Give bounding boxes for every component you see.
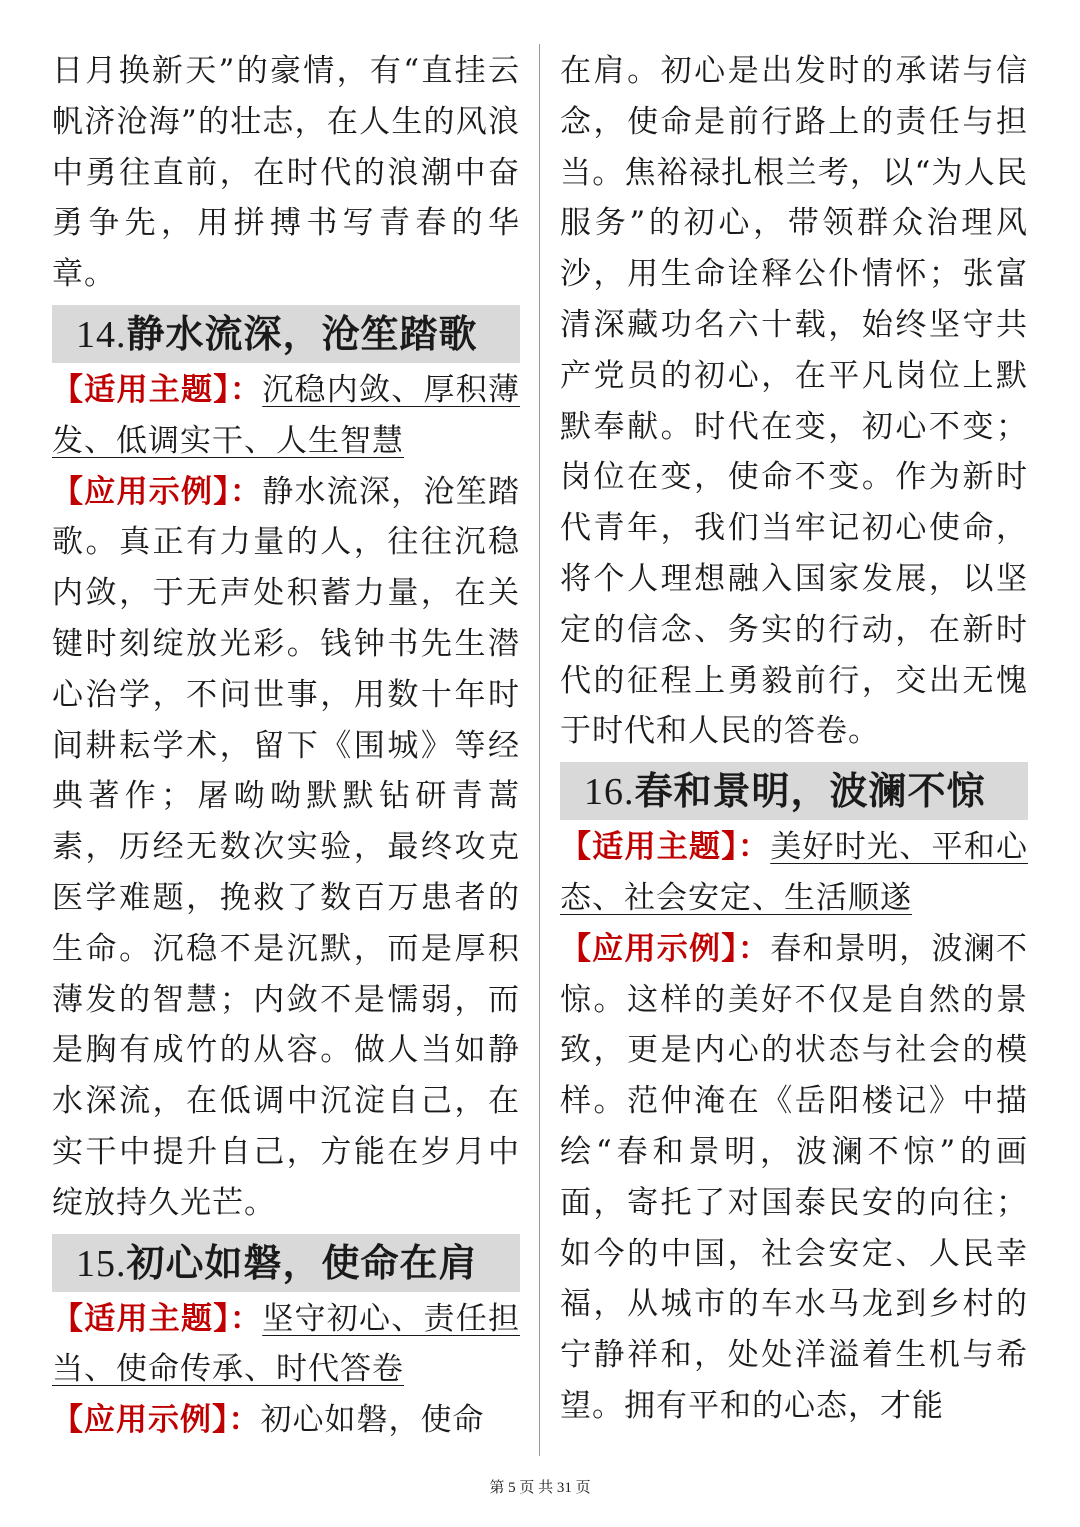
theme-keywords: 坚守初心、责任担当、使命传承、时代答卷 [52, 1300, 520, 1388]
theme-label: 【适用主题】： [52, 1300, 263, 1337]
section-14-number: 14. [76, 313, 127, 356]
section-15-continuation: 在肩。初心是出发时的承诺与信念，使命是前行路上的责任与担当。焦裕禄扎根兰考，以“为人民服务”的初心，带领群众治理风沙，用生命诠释公仆情怀；张富清深藏功名六十载，始终坚守共产党员的初心，在平凡岗位上默默奉献。时代在变，初心不变；岗位在变，使命不变。作为新时代青年，我们当牢记初心使命，将个人理想融入国家发展，以坚定的信念、务实的行动，在新时代的征程上勇毅前行，交出无愧于时代和人民的答卷。 [560, 53, 1028, 750]
section-14-theme [52, 365, 520, 467]
example-label: 【应用示例】： [560, 930, 771, 967]
example-label: 【应用示例】： [52, 473, 263, 510]
example-text: 春和景明，波澜不惊。这样的美好不仅是自然的景致，更是内心的状态与社会的模样。范仲淹在《岳阳楼记》中描绘“春和景明，波澜不惊”的画面，寄托了对国泰民安的向往；如今的中国，社会安定、人民幸福，从城市的车水马龙到乡村的宁静祥和，处处洋溢着生机与希望。拥有平和的心态，才能 [560, 930, 1028, 1424]
section-15-title: 初心如磐，使命在肩 [126, 1239, 478, 1285]
section-15-heading [52, 1234, 520, 1292]
example-label: 【应用示例】： [52, 1402, 261, 1439]
page-footer: 第 5 页 共 31 页 [489, 1480, 591, 1496]
section-16-theme [560, 822, 1028, 924]
theme-label: 【适用主题】： [52, 371, 263, 408]
example-text: 静水流深，沧笙踏歌。真正有力量的人，往往沉稳内敛，于无声处积蓄力量，在关键时刻绽放光彩。钱钟书先生潜心治学，不问世事，用数十年时间耕耘学术，留下《围城》等经典著作；屠呦呦默默钻研青蒿素，历经无数次实验，最终攻克医学难题，挽救了数百万患者的生命。沉稳不是沉默，而是厚积薄发的智慧；内敛不是懦弱，而是胸有成竹的从容。做人当如静水深流，在低调中沉淀自己，在实干中提升自己，方能在岁月中绽放持久光芒。 [52, 473, 520, 1221]
section-15-example [52, 1395, 520, 1446]
intro-paragraph: 日月换新天”的豪情，有“直挂云帆济沧海”的壮志，在人生的风浪中勇往直前，在时代的浪潮中奋勇争先，用拼搏书写青春的华章。 [52, 53, 520, 293]
section-16-example [560, 924, 1028, 1432]
section-16-title: 春和景明，波澜不惊 [634, 768, 986, 814]
theme-label: 【适用主题】： [560, 829, 771, 866]
right-column [560, 46, 1028, 1432]
section-14-heading [52, 305, 520, 363]
section-14-title: 静水流深，沧笙踏歌 [126, 310, 478, 356]
example-text: 初心如磐，使命 [260, 1402, 485, 1439]
column-divider [539, 44, 540, 1456]
section-16-heading [560, 762, 1028, 820]
section-16-number: 16. [584, 771, 635, 814]
section-15-theme [52, 1294, 520, 1396]
theme-keywords: 美好时光、平和心态、社会安定、生活顺遂 [560, 829, 1028, 916]
section-15-number: 15. [76, 1242, 127, 1285]
theme-keywords: 沉稳内敛、厚积薄发、低调实干、人生智慧 [52, 371, 520, 459]
section-14-example [52, 467, 520, 1229]
left-column [52, 46, 520, 1446]
